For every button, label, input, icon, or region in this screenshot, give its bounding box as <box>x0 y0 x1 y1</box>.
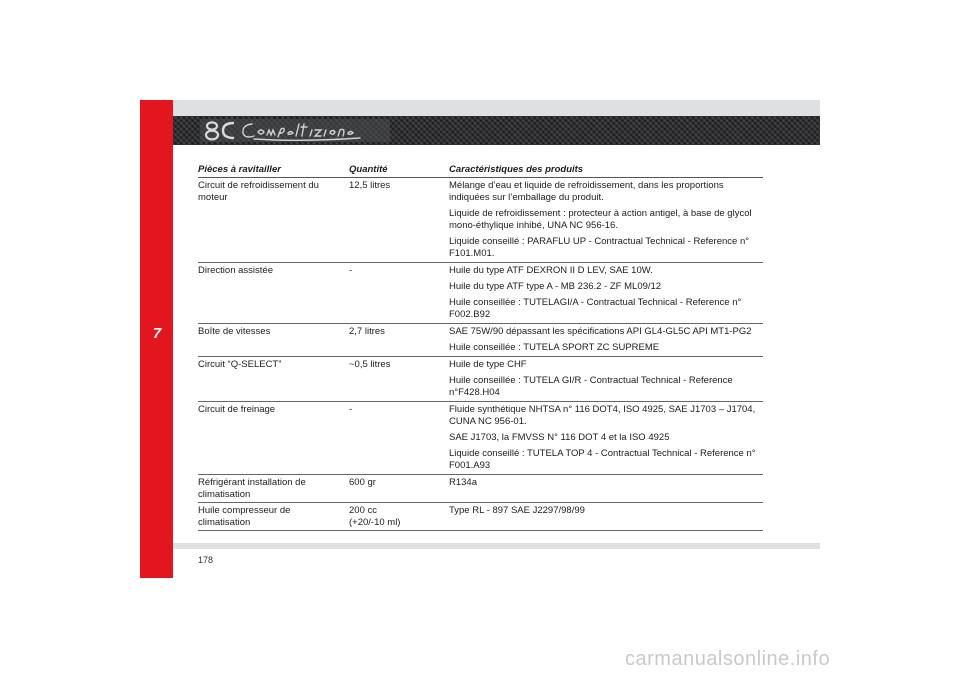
quantity-cell: 12,5 litres <box>349 180 391 191</box>
spec-line: Liquide conseillé : TUTELA TOP 4 - Contractual Technical - Reference n° F001.A93 <box>449 448 756 471</box>
quantity-cell: 600 gr <box>349 477 376 488</box>
table-row <box>198 475 763 503</box>
spec-line: Huile du type ATF DEXRON II D LEV, SAE 10W. <box>449 265 653 276</box>
spec-line: Liquide conseillé : PARAFLU UP - Contractual Technical - Reference n° F101.M01. <box>449 236 750 259</box>
spec-line: R134a <box>449 477 477 488</box>
spec-line: Type RL - 897 SAE J2297/98/99 <box>449 505 585 516</box>
table-row <box>198 178 763 263</box>
page-number: 178 <box>198 555 214 565</box>
spec-line: SAE 75W/90 dépassant les spécifications API GL4-GL5C API MT1-PG2 <box>449 326 752 337</box>
quantity-cell: - <box>349 404 353 415</box>
spec-line: Fluide synthétique NHTSA n° 116 DOT4, ISO 4925, SAE J1703 – J1704, CUNA NC 956-01. <box>449 404 756 427</box>
table-row <box>198 357 763 402</box>
specs-cell <box>449 505 763 529</box>
spec-line: SAE J1703, la FMVSS N° 116 DOT 4 et la ISO 4925 <box>449 432 670 443</box>
part-cell: Circuit de refroidissement du moteur <box>198 180 319 203</box>
part-cell: Direction assistée <box>198 265 273 276</box>
footer-strip <box>173 543 820 549</box>
part-cell: Réfrigérant installation de climatisation <box>198 477 306 500</box>
specs-cell <box>449 359 763 400</box>
spec-line: Mélange d’eau et liquide de refroidissement, dans les proportions indiquées sur l’emballage du produit. <box>449 180 724 203</box>
logo-sr-only <box>200 117 208 118</box>
quantity-cell: 2,7 litres <box>349 326 385 337</box>
quantity-cell: ~0,5 litres <box>349 359 391 370</box>
quantity-cell: - <box>349 265 353 276</box>
chapter-number: 7 <box>152 325 162 342</box>
spec-line: Huile conseillée : TUTELAGI/A - Contractual Technical - Reference n° F002.B92 <box>449 297 742 320</box>
spec-line: Huile du type ATF type A - MB 236.2 - ZF ML09/12 <box>449 281 662 292</box>
specs-cell <box>449 404 763 473</box>
table-row <box>198 402 763 475</box>
spec-line: Huile conseillée : TUTELA SPORT ZC SUPREME <box>449 342 660 353</box>
part-cell: Circuit “Q-SELECT” <box>198 359 282 370</box>
svg-text:8C Competizione: 8C Competizione <box>200 117 208 118</box>
brand-logo <box>200 117 390 144</box>
header-parts: Pièces à ravitailler <box>198 164 281 175</box>
table-row <box>198 263 763 324</box>
table-header <box>198 162 763 178</box>
specs-cell <box>449 180 763 261</box>
specs-cell <box>449 477 763 501</box>
header-strip <box>173 100 820 116</box>
part-cell: Huile compresseur de climatisation <box>198 505 291 528</box>
header-quantity: Quantité <box>349 164 388 175</box>
watermark: carmanualsonline.info <box>625 648 831 670</box>
part-cell: Circuit de freinage <box>198 404 276 415</box>
fluids-table <box>198 162 763 531</box>
specs-cell <box>449 265 763 322</box>
part-cell: Boîte de vitesses <box>198 326 271 337</box>
quantity-cell: 200 cc (+20/-10 ml) <box>349 505 401 528</box>
table-row <box>198 324 763 357</box>
specs-cell <box>449 326 763 355</box>
header-specs: Caractéristiques des produits <box>449 164 584 175</box>
spec-line: Huile conseillée : TUTELA GI/R - Contractual Technical - Reference n°F428.H04 <box>449 375 733 398</box>
table-row <box>198 503 763 531</box>
spec-line: Liquide de refroidissement : protecteur à action antigel, à base de glycol mono-éthylique inhibé, UNA NC 956-16. <box>449 208 752 231</box>
spec-line: Huile de type CHF <box>449 359 527 370</box>
